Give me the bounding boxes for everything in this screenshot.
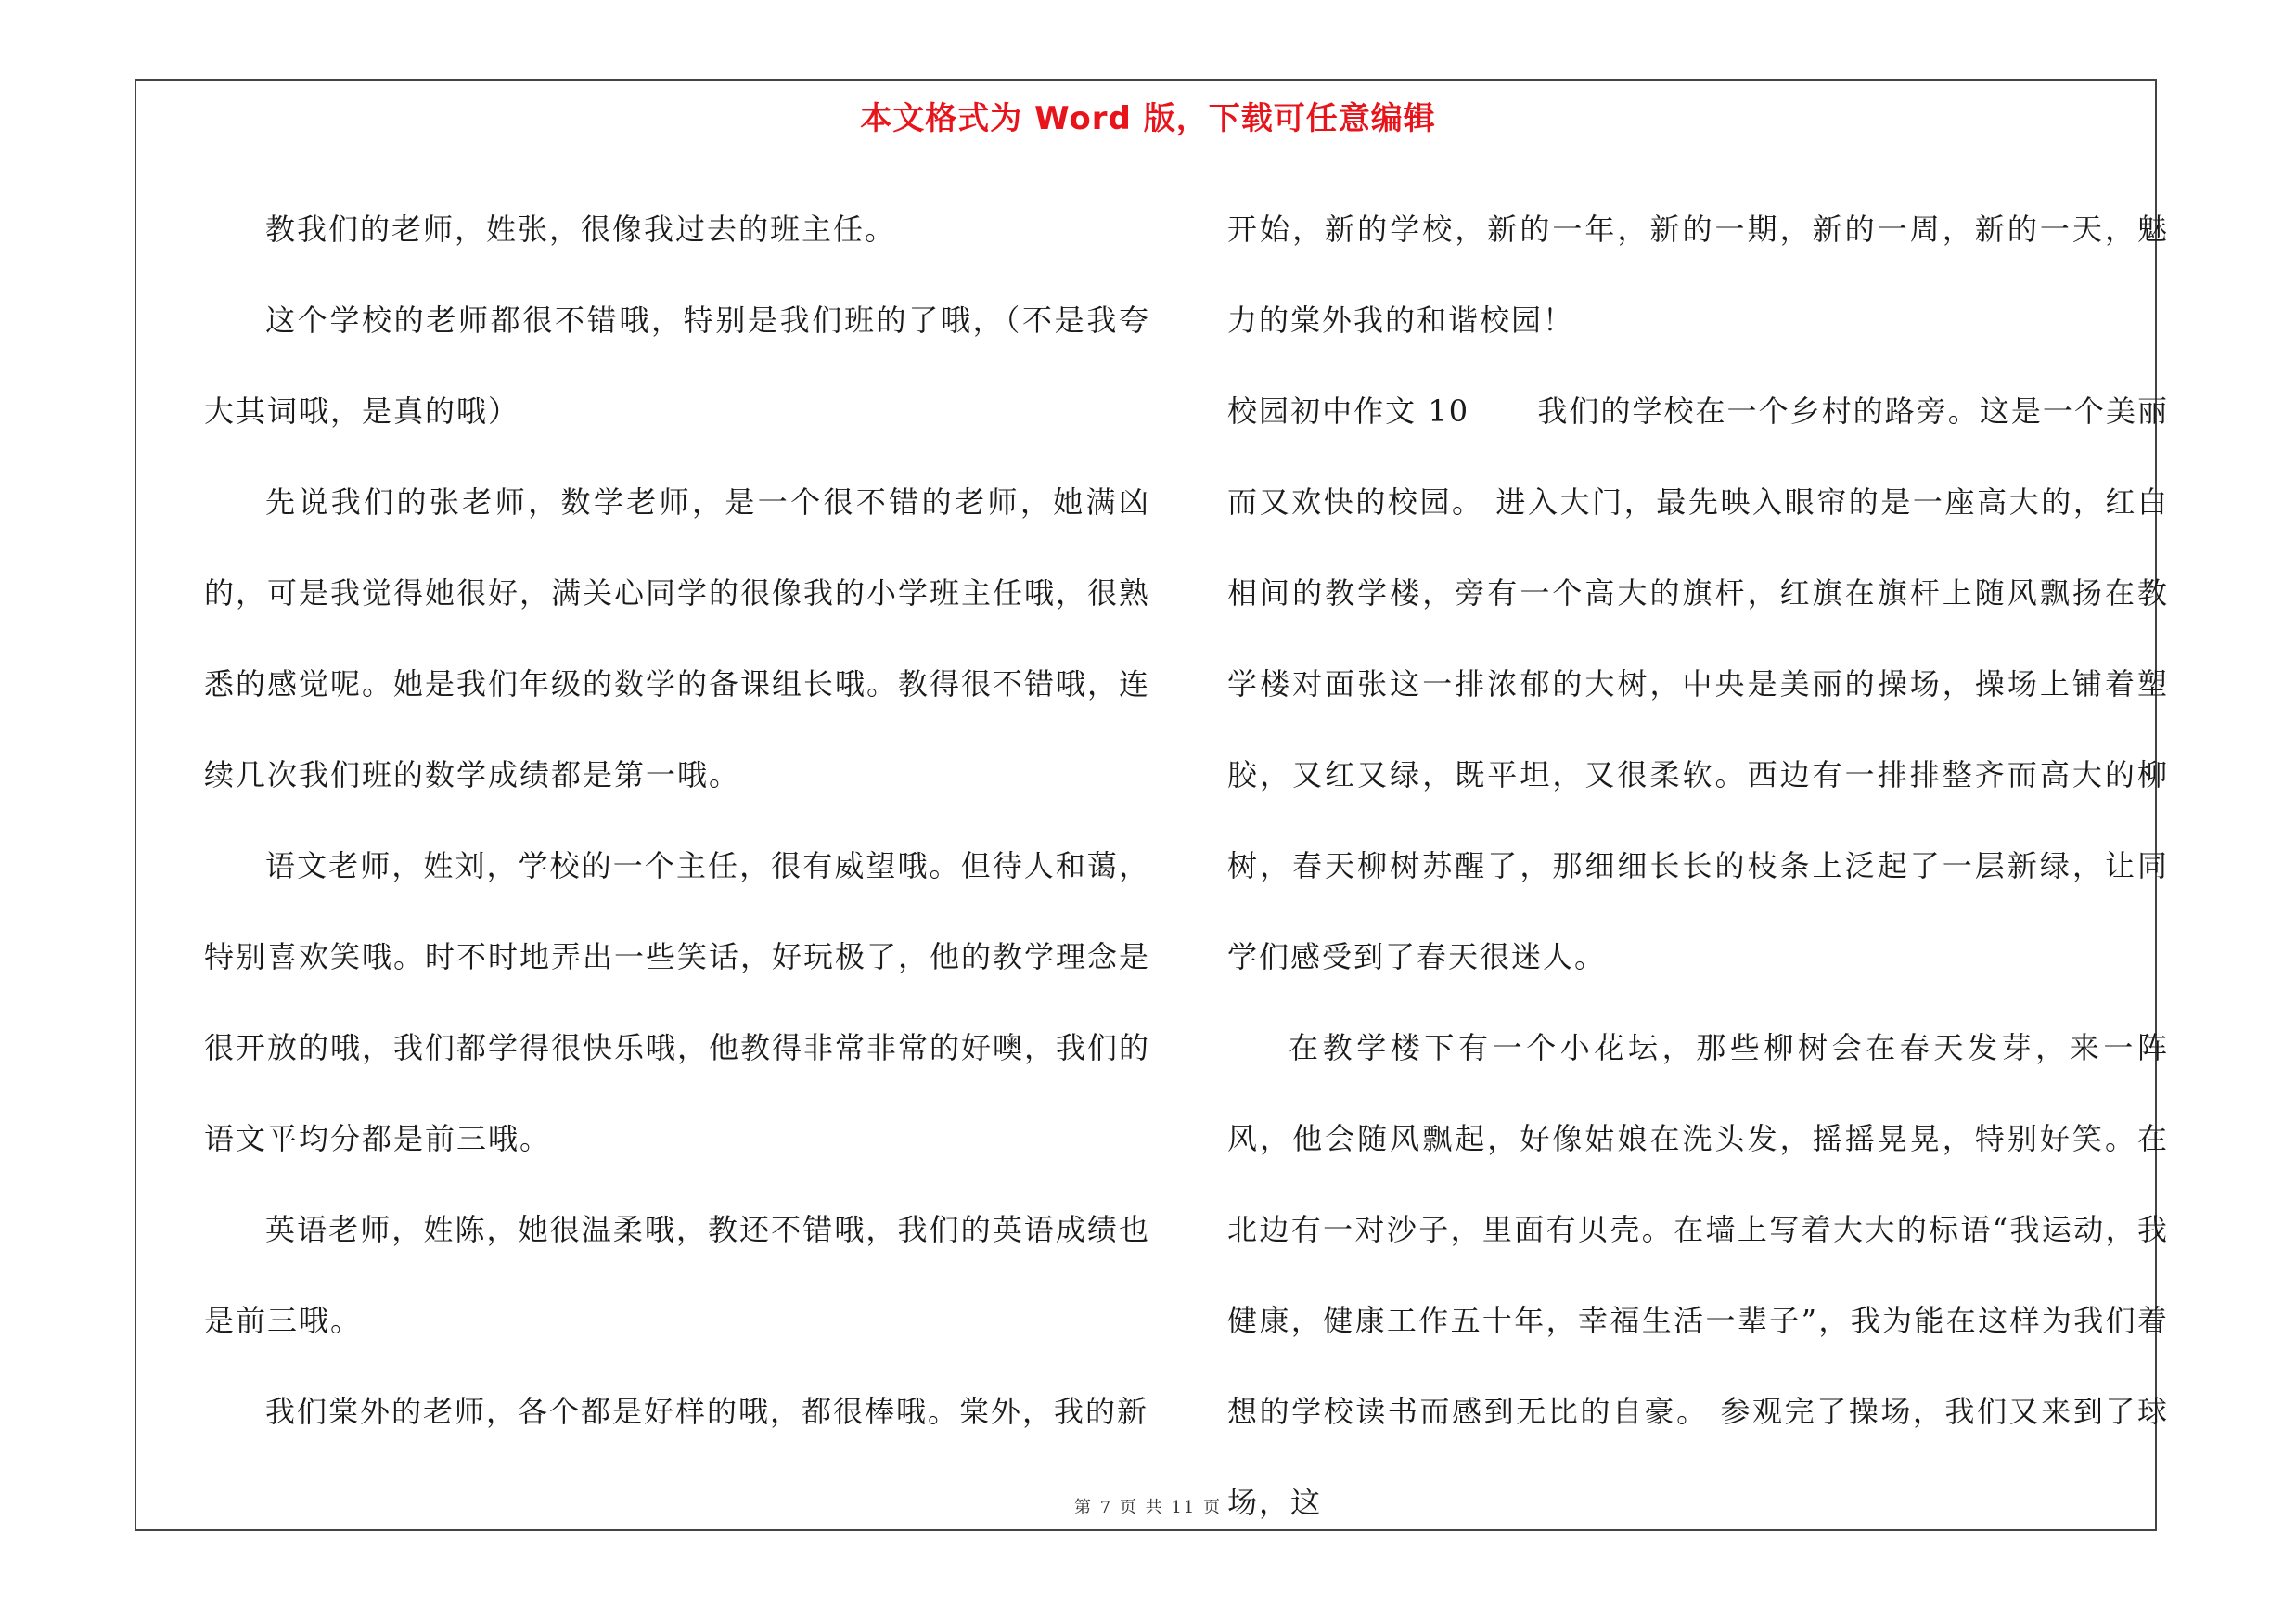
paragraph: 英语老师，姓陈，她很温柔哦，教还不错哦，我们的英语成绩也是前三哦。: [204, 1212, 1150, 1338]
page-number: 第 7 页 共 11 页: [1074, 1498, 1222, 1517]
paragraph: 这个学校的老师都很不错哦，特别是我们班的了哦，（不是我夸大其词哦，是真的哦）: [204, 303, 1150, 429]
right-text-column: [1227, 184, 2169, 1548]
paragraph: 我们棠外的老师，各个都是好样的哦，都很棒哦。棠外，我的新: [265, 1394, 1149, 1429]
paragraph: 开始，新的学校，新的一年，新的一期，新的一周，新的一天，魅力的棠外我的和谐校园！: [1227, 212, 2169, 338]
paragraph: 语文老师，姓刘，学校的一个主任，很有威望哦。但待人和蔼，特别喜欢笑哦。时不时地弄出一些笑话，好玩极了，他的教学理念是很开放的哦，我们都学得很快乐哦，他教得非常非常的好噢，我们的语文平均分都是前三哦。: [204, 848, 1151, 1156]
paragraph: 校园初中作文 10 我们的学校在一个乡村的路旁。这是一个美丽而又欢快的校园。 进入大门，最先映入眼帘的是一座高大的，红白相间的教学楼，旁有一个高大的旗杆，红旗在旗杆上随风飘扬在教学楼对面张这一排浓郁的大树，中央是美丽的操场，操场上铺着塑胶，又红又绿，既平坦，又很柔软。西边有一排排整齐而高大的柳树，春天柳树苏醒了，那细细长长的枝条上泛起了一层新绿，让同学们感受到了春天很迷人。: [1227, 393, 2169, 974]
paragraph: 先说我们的张老师，数学老师，是一个很不错的老师，她满凶的，可是我觉得她很好，满关心同学的很像我的小学班主任哦，很熟悉的感觉呢。她是我们年级的数学的备课组长哦。教得很不错哦，连续几次我们班的数学成绩都是第一哦。: [204, 484, 1151, 792]
format-notice-banner: 本文格式为 Word 版，下载可任意编辑: [860, 100, 1436, 137]
left-text-column: [204, 184, 1150, 1457]
paragraph: 教我们的老师，姓张，很像我过去的班主任。: [265, 212, 897, 247]
paragraph: 在教学楼下有一个小花坛，那些柳树会在春天发芽，来一阵风，他会随风飘起，好像姑娘在洗头发，摇摇晃晃，特别好笑。在北边有一对沙子，里面有贝壳。在墙上写着大大的标语“我运动，我健康，健康工作五十年，幸福生活一辈子”，我为能在这样为我们着想的学校读书而感到无比的自豪。 参观完了操场，我们又来到了球场，这: [1227, 1030, 2169, 1520]
